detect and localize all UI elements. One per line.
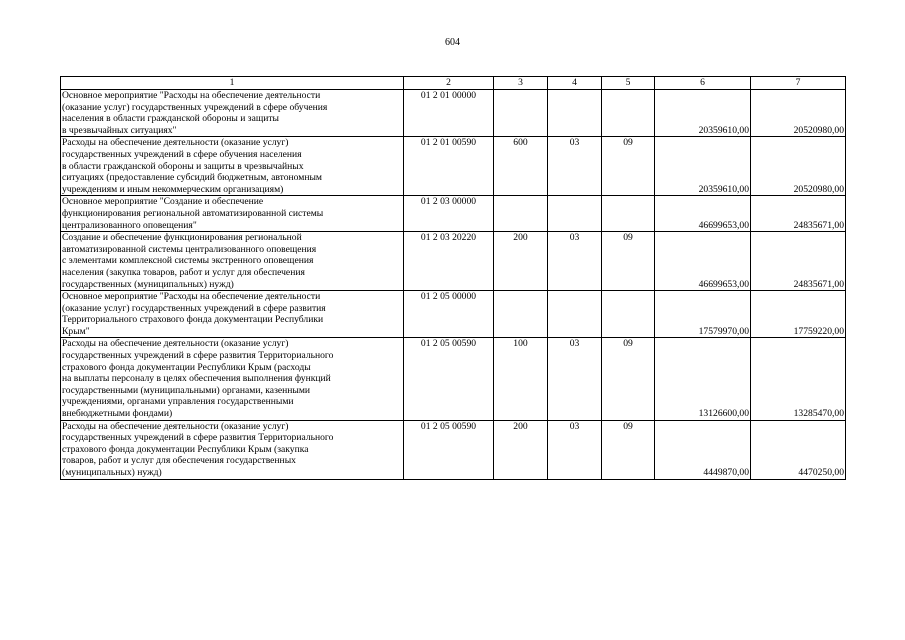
row-col3: 200 [494,420,548,479]
description-line: Основное мероприятие "Расходы на обеспечение деятельности [62,291,321,303]
description-line: с элементами комплексной системы экстренного оповещения [62,255,314,267]
description-line: Основное мероприятие "Расходы на обеспечение деятельности [62,90,321,101]
row-description [61,196,404,232]
row-col4: 03 [548,420,602,479]
description-line: Расходы на обеспечение деятельности (оказание услуг) [62,137,289,149]
row-col5 [602,196,655,232]
header-row [61,77,846,90]
description-line: государственными (муниципальными) органами, казенными [62,384,311,396]
row-col4 [548,196,602,232]
row-col3 [494,196,548,232]
row-col4: 03 [548,338,602,420]
description-line: государственных учреждений в сфере развития Территориального [62,432,334,444]
row-col5: 09 [602,420,655,479]
description-line: товаров, работ и услуг для обеспечения государственных [62,455,296,467]
row-col5: 09 [602,137,655,196]
row-amount-6: 20359610,00 [655,137,751,196]
table-row [61,420,846,479]
description-line: автоматизированной системы централизованного оповещения [62,243,317,255]
header-cell-1: 1 [61,77,404,90]
row-col3 [494,90,548,137]
row-col5: 09 [602,338,655,420]
header-cell-2: 2 [404,77,494,90]
row-col5: 09 [602,232,655,291]
description-line: в области гражданской обороны и защиты в чрезвычайных [62,160,304,172]
row-col5 [602,291,655,338]
table-row [61,232,846,291]
description-line: централизованного оповещения" [62,219,197,231]
description-line: государственных (муниципальных) нужд) [62,278,234,290]
header-cell-5: 5 [602,77,655,90]
row-code: 01 2 05 00590 [404,420,494,479]
row-amount-6: 4449870,00 [655,420,751,479]
row-amount-6: 13126600,00 [655,338,751,420]
description-line: ситуациях (предоставление субсидий бюджетным, автономным [62,172,322,184]
row-col4: 03 [548,137,602,196]
description-line: Основное мероприятие "Создание и обеспечение [62,196,264,208]
header-cell-7: 7 [751,77,846,90]
description-line: (муниципальных) нужд) [62,467,162,478]
description-line: государственных учреждений в сфере обучения населения [62,148,302,160]
description-line: внебюджетными фондами) [62,408,173,420]
row-code: 01 2 05 00590 [404,338,494,420]
header-cell-3: 3 [494,77,548,90]
header-cell-6: 6 [655,77,751,90]
row-description [61,90,404,137]
row-amount-6: 20359610,00 [655,90,751,137]
description-line: Территориального страхового фонда документации Республики [62,314,324,326]
description-line: (оказание услуг) государственных учреждений в сфере обучения [62,101,328,113]
description-line: Создание и обеспечение функционирования региональной [62,232,302,244]
description-line: государственных учреждений в сфере развития Территориального [62,350,334,362]
page-number: 604 [445,37,460,48]
row-code: 01 2 03 00000 [404,196,494,232]
row-amount-7: 20520980,00 [751,90,846,137]
row-description [61,338,404,420]
row-description [61,137,404,196]
description-line: учреждениями, органами управления государственными [62,396,294,408]
table-row [61,196,846,232]
description-line: Крым" [62,325,90,337]
row-col4 [548,90,602,137]
row-amount-7: 24835671,00 [751,196,846,232]
budget-table [60,76,846,480]
description-line: населения (закупка товаров, работ и услуг для обеспечения [62,266,305,278]
description-line: страхового фонда документации Республики Крым (закупка [62,443,309,455]
row-description [61,420,404,479]
row-amount-7: 24835671,00 [751,232,846,291]
row-code: 01 2 05 00000 [404,291,494,338]
row-amount-6: 46699653,00 [655,232,751,291]
row-description [61,232,404,291]
row-col5 [602,90,655,137]
row-col4: 03 [548,232,602,291]
description-line: Расходы на обеспечение деятельности (оказание услуг) [62,338,289,350]
row-col4 [548,291,602,338]
row-col3: 200 [494,232,548,291]
description-line: страхового фонда документации Республики Крым (расходы [62,361,311,373]
description-line: учреждениям и иным некоммерческим организациям) [62,183,284,195]
row-amount-7: 17759220,00 [751,291,846,338]
row-amount-7: 13285470,00 [751,338,846,420]
table-body [61,77,846,480]
description-line: на выплаты персоналу в целях обеспечения выполнения функций [62,373,331,385]
row-col3 [494,291,548,338]
row-code: 01 2 03 20220 [404,232,494,291]
description-line: в чрезвычайных ситуациях" [62,124,177,136]
description-line: функционирования региональной автоматизированной системы [62,207,324,219]
description-line: населения в области гражданской обороны и защиты [62,113,279,125]
row-description [61,291,404,338]
row-amount-6: 17579970,00 [655,291,751,338]
description-line: Расходы на обеспечение деятельности (оказание услуг) [62,420,289,432]
row-amount-6: 46699653,00 [655,196,751,232]
description-line: (оказание услуг) государственных учреждений в сфере развития [62,302,326,314]
row-col3: 100 [494,338,548,420]
table-row [61,338,846,420]
row-amount-7: 20520980,00 [751,137,846,196]
table-row [61,137,846,196]
row-code: 01 2 01 00590 [404,137,494,196]
row-col3: 600 [494,137,548,196]
row-code: 01 2 01 00000 [404,90,494,137]
header-cell-4: 4 [548,77,602,90]
table-row [61,291,846,338]
row-amount-7: 4470250,00 [751,420,846,479]
table-row [61,90,846,137]
